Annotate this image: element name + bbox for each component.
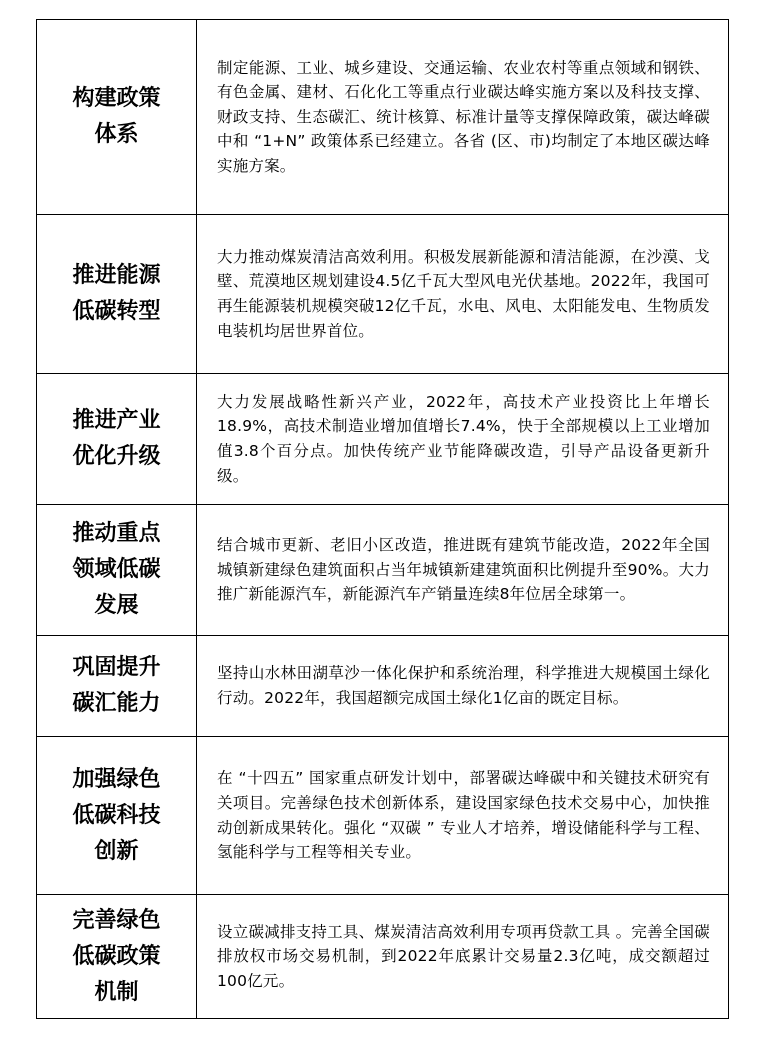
category-label: 巩固提升 碳汇能力 — [72, 655, 161, 716]
category-cell — [37, 895, 197, 1019]
table-row — [37, 505, 729, 636]
category-cell — [37, 374, 197, 505]
category-cell — [37, 737, 197, 895]
description-cell: 制定能源、工业、城乡建设、交通运输、农业农村等重点领域和钢铁、有色金属、建材、石化化工等重点行业碳达峰实施方案以及科技支撑、财政支持、生态碳汇、统计核算、标准计量等支撑保障政策，碳达峰碳中和 “1+N” 政策体系已经建立。各省 (区、市)均制定了本地区碳达峰实施方案。 — [197, 20, 729, 215]
table-row — [37, 374, 729, 505]
category-label: 构建政策 体系 — [72, 86, 161, 147]
description-cell: 结合城市更新、老旧小区改造，推进既有建筑节能改造，2022年全国城镇新建绿色建筑面积占当年城镇新建建筑面积比例提升至90%。大力推广新能源汽车，新能源汽车产销量连续8年位居全球第一。 — [197, 505, 729, 636]
category-cell — [37, 505, 197, 636]
category-cell — [37, 215, 197, 374]
table-row — [37, 20, 729, 215]
category-label: 加强绿色 低碳科技 创新 — [72, 766, 161, 864]
policy-table — [36, 19, 729, 1019]
description-cell: 设立碳减排支持工具、煤炭清洁高效利用专项再贷款工具 。完善全国碳排放权市场交易机制，到2022年底累计交易量2.3亿吨，成交额超过100亿元。 — [197, 895, 729, 1019]
description-cell: 坚持山水林田湖草沙一体化保护和系统治理，科学推进大规模国土绿化行动。2022年，我国超额完成国土绿化1亿亩的既定目标。 — [197, 636, 729, 737]
description-cell: 大力推动煤炭清洁高效利用。积极发展新能源和清洁能源，在沙漠、戈壁、荒漠地区规划建设4.5亿千瓦大型风电光伏基地。2022年，我国可再生能源装机规模突破12亿千瓦，水电、风电、太阳能发电、生物质发电装机均居世界首位。 — [197, 215, 729, 374]
category-cell — [37, 636, 197, 737]
category-label: 完善绿色 低碳政策 机制 — [72, 907, 161, 1005]
category-label: 推动重点 领域低碳 发展 — [72, 521, 161, 618]
table-row — [37, 895, 729, 1019]
category-label: 推进产业 优化升级 — [72, 408, 161, 469]
table-row — [37, 636, 729, 737]
category-cell — [37, 20, 197, 215]
category-label: 推进能源 低碳转型 — [72, 263, 161, 324]
description-cell: 在 “十四五” 国家重点研发计划中，部署碳达峰碳中和关键技术研究有关项目。完善绿色技术创新体系，建设国家绿色技术交易中心，加快推动创新成果转化。强化 “双碳 ” 专业人才培养，增设储能科学与工程、氢能科学与工程等相关专业。 — [197, 737, 729, 895]
description-cell: 大力发展战略性新兴产业，2022年，高技术产业投资比上年增长18.9%，高技术制造业增加值增长7.4%，快于全部规模以上工业增加值3.8个百分点。加快传统产业节能降碳改造，引导产品设备更新升级。 — [197, 374, 729, 505]
table-row — [37, 737, 729, 895]
table-row — [37, 215, 729, 374]
